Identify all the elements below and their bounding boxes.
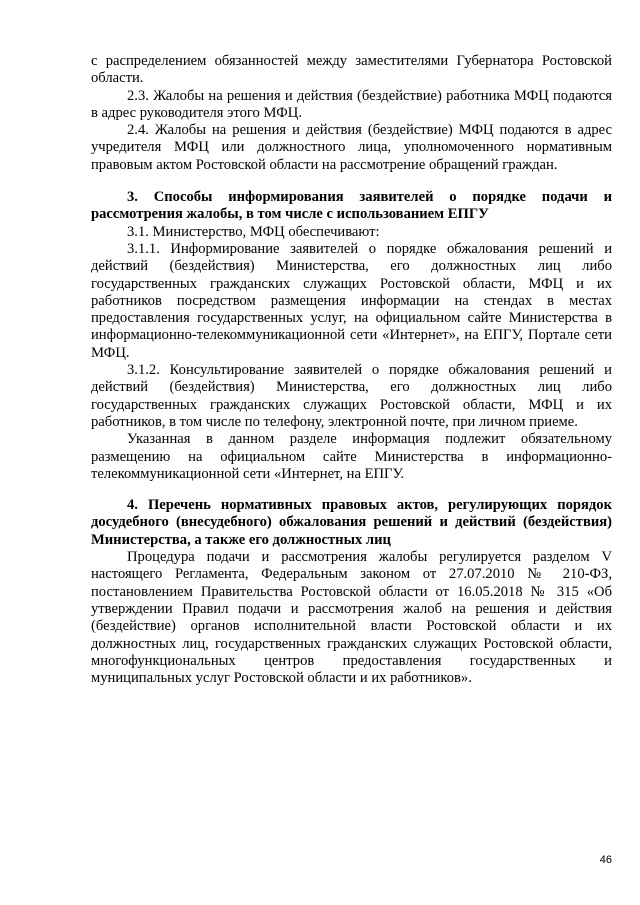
section-gap: [91, 483, 612, 497]
paragraph-4: Процедура подачи и рассмотрения жалобы регулируется разделом V настоящего Регламента, Федеральным законом от 27.07.2010 № 210-ФЗ, постановлением Правительства Ростовской области от 16.05.2018 № 315 «Об утверждении Правил подачи и рассмотрения жалоб на решения и действия (бездействие) органов исполнительной власти Ростовской области и их должностных лиц, государственных гражданских служащих Ростовской области, многофункциональных центров предоставления государственных и муниципальных услуг Ростовской области и их работников».: [91, 549, 612, 687]
section-gap: [91, 174, 612, 189]
section-3-heading: 3. Способы информирования заявителей о порядке подачи и рассмотрения жалобы, в том числе с использованием ЕПГУ: [91, 189, 612, 223]
paragraph-3-1-1: 3.1.1. Информирование заявителей о порядке обжалования решений и действий (бездействия) Министерства, его должностных лиц либо государственных гражданских служащих Ростовской области, МФЦ и их работников посредством размещения информации на стендах в местах предоставления государственных услуг, на официальном сайте Министерства в информационно-телекоммуникационной сети «Интернет», на ЕПГУ, Портале сети МФЦ.: [91, 240, 612, 361]
paragraph-2-3: 2.3. Жалобы на решения и действия (бездействие) работника МФЦ подаются в адрес руководителя этого МФЦ.: [91, 87, 612, 121]
paragraph-2-4: 2.4. Жалобы на решения и действия (бездействие) МФЦ подаются в адрес учредителя МФЦ или должностного лица, уполномоченного нормативным правовым актом Ростовской области на рассмотрение обращений граждан.: [91, 122, 612, 173]
section-4-heading: 4. Перечень нормативных правовых актов, регулирующих порядок досудебного (внесудебного) обжалования решений и действий (бездействия) Министерства, а также его должностных лиц: [91, 497, 612, 548]
paragraph-continuation: с распределением обязанностей между заместителями Губернатора Ростовской области.: [91, 53, 612, 87]
paragraph-3-note: Указанная в данном разделе информация подлежит обязательному размещению на официальном сайте Министерства в информационно-телекоммуникационной сети «Интернет, на ЕПГУ.: [91, 431, 612, 482]
paragraph-3-1-2: 3.1.2. Консультирование заявителей о порядке обжалования решений и действий (бездействия) Министерства, его должностных лиц либо государственных гражданских служащих Ростовской области, МФЦ и их работников, в том числе по телефону, электронной почте, при личном приеме.: [91, 362, 612, 430]
paragraph-3-1: 3.1. Министерство, МФЦ обеспечивают:: [127, 223, 380, 240]
document-body: [91, 53, 612, 687]
page-number: 46: [599, 854, 612, 866]
